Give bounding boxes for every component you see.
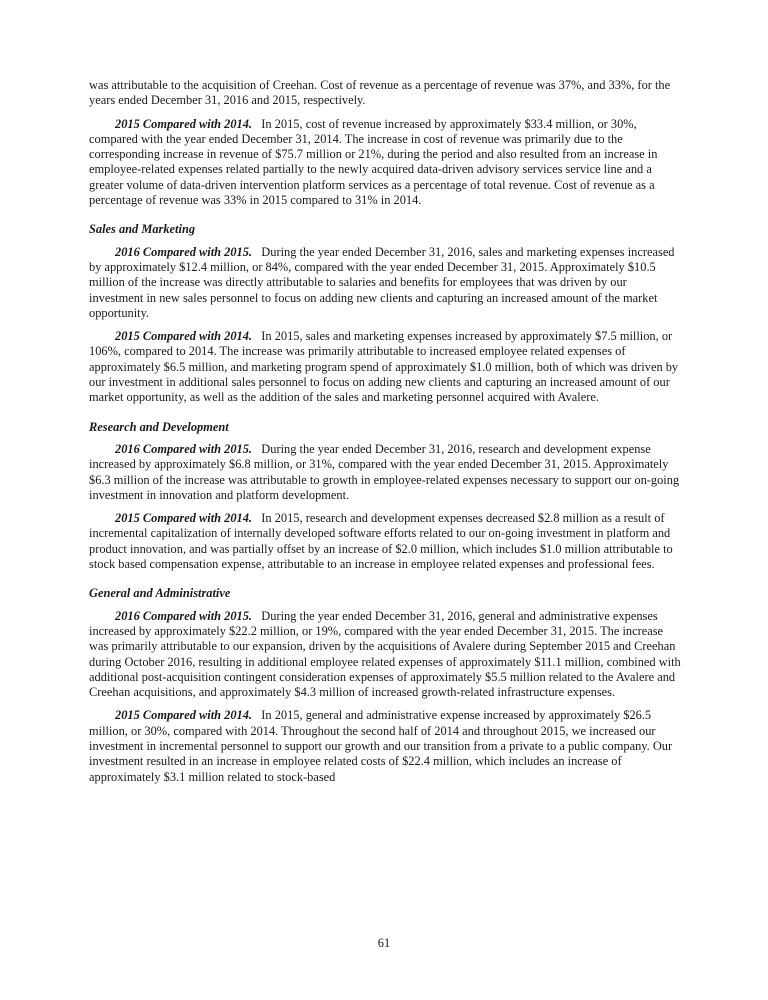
paragraph-body: In 2015, general and administrative expense increased by approximately $26.5 million, or 30%, compared with 2014. Throughout the second half of 2014 and throughout 2015, we increased our investment in incremental personnel to support our growth and our transition from a private to a public company. Our investment resulted in an increase in employee related costs of $22.4 million, which includes an increase of approximately $3.1 million related to stock-based: [89, 708, 673, 784]
section-heading-sales-marketing: Sales and Marketing: [89, 222, 196, 237]
paragraph-lead: 2015 Compared with 2014.: [115, 708, 252, 723]
paragraph-lead: 2015 Compared with 2014.: [115, 329, 252, 344]
sales-marketing-2016-paragraph: [89, 245, 683, 321]
paragraph-body: During the year ended December 31, 2016, general and administrative expenses increased by approximately $22.2 million, or 19%, compared with the year ended December 31, 2015. The increase was primarily attributable to our expansion, driven by the acquisitions of Avalere during September 2015 and Creehan during October 2016, resulting in additional employee related expenses of approximately $11.1 million, combined with additional post-acquisition contingent consideration expenses of approximately $5.5 million related to the Avalere and Creehan acquisitions, and approximately $4.3 million of increased growth-related infrastructure expenses.: [89, 608, 681, 700]
section-heading-research-development: Research and Development: [89, 419, 229, 434]
general-administrative-2016-paragraph: [89, 609, 683, 701]
sales-marketing-2015-paragraph: [89, 329, 683, 405]
intro-paragraph: was attributable to the acquisition of Creehan. Cost of revenue as a percentage of revenue was 37%, and 33%, for the years ended December 31, 2016 and 2015, respectively.: [89, 78, 671, 108]
paragraph-lead: 2015 Compared with 2014.: [115, 116, 252, 131]
paragraph-lead: 2016 Compared with 2015.: [115, 441, 252, 456]
research-development-2015-paragraph: [89, 511, 683, 572]
cost-of-revenue-2015-paragraph: [89, 117, 683, 209]
paragraph-body: During the year ended December 31, 2016, sales and marketing expenses increased by approximately $12.4 million, or 84%, compared with the year ended December 31, 2015. Approximately $10.5 million of the increase was directly attributable to salaries and benefits for employees that was driven by our investment in new sales personnel to focus on adding new clients and capturing an increased amount of the market opportunity.: [89, 244, 675, 320]
paragraph-body: In 2015, sales and marketing expenses increased by approximately $7.5 million, or 106%, compared to 2014. The increase was primarily attributable to increased employee related expenses of approximately $6.5 million, and marketing program spend of approximately $1.0 million, both of which was driven by our investment in additional sales personnel to focus on adding new clients and capturing an increased amount of our market opportunity, as well as the addition of the sales and marketing personnel acquired with Avalere.: [89, 329, 679, 405]
paragraph-body: During the year ended December 31, 2016, research and development expense increased by approximately $6.8 million, or 31%, compared with the year ended December 31, 2015. Approximately $6.3 million of the increase was attributable to growth in employee-related expenses necessary to support our on-going investment in innovation and platform development.: [89, 441, 680, 502]
research-development-2016-paragraph: [89, 442, 683, 503]
paragraph-lead: 2016 Compared with 2015.: [115, 244, 252, 259]
paragraph-lead: 2015 Compared with 2014.: [115, 511, 252, 526]
general-administrative-2015-paragraph: [89, 708, 683, 784]
section-heading-general-administrative: General and Administrative: [89, 586, 231, 601]
page-number: 61: [377, 936, 391, 950]
document-page: [89, 78, 683, 785]
paragraph-body: In 2015, research and development expenses decreased $2.8 million as a result of incremental capitalization of internally developed software efforts related to our on-going investment in platform and product innovation, and was partially offset by an increase of $2.0 million, which includes $1.0 million attributable to stock based compensation expense, attributable to an increase in employee related expenses and professional fees.: [89, 511, 673, 572]
paragraph-body: In 2015, cost of revenue increased by approximately $33.4 million, or 30%, compared with the year ended December 31, 2014. The increase in cost of revenue was primarily due to the corresponding increase in revenue of $75.7 million or 21%, during the period and also resulted from an increase in employee-related expenses related partially to the newly acquired data-driven advisory services service line and a greater volume of data-driven intervention platform services as a percentage of total revenue. Cost of revenue as a percentage of revenue was 33% in 2015 compared to 31% in 2014.: [89, 116, 658, 208]
paragraph-lead: 2016 Compared with 2015.: [115, 608, 252, 623]
